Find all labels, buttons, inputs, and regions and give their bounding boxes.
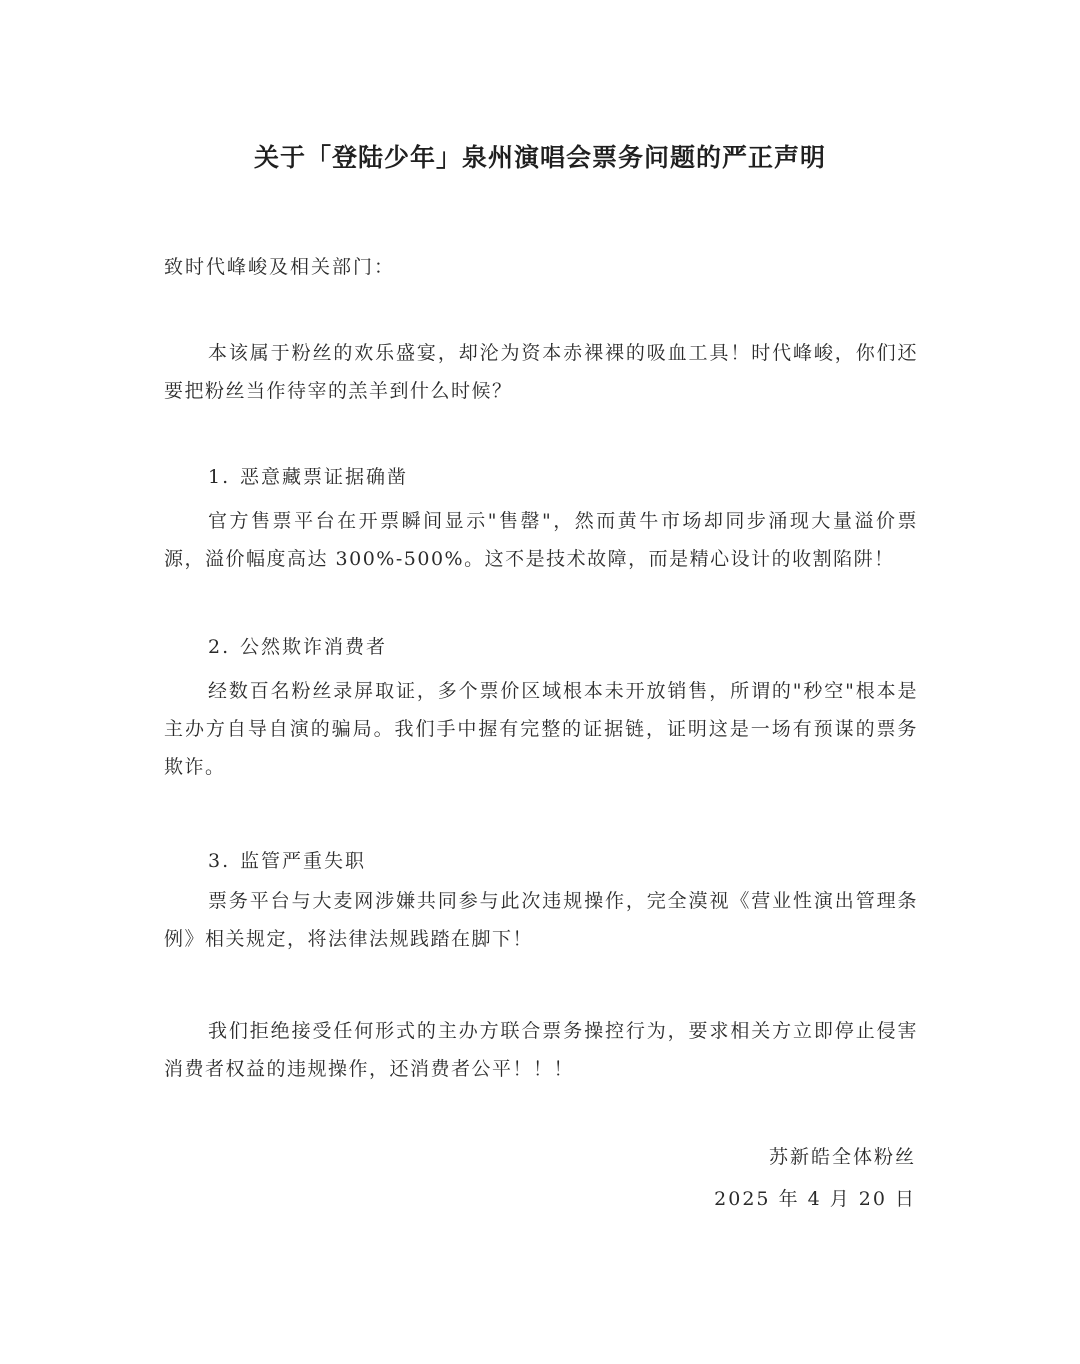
section-1-title: 恶意藏票证据确凿	[240, 466, 409, 488]
intro-paragraph: 本该属于粉丝的欢乐盛宴，却沦为资本赤裸裸的吸血工具！时代峰峻，你们还要把粉丝当作待宰的羔羊到什么时候？	[164, 342, 918, 402]
watermark	[818, 1348, 1064, 1360]
section-3-heading	[208, 846, 366, 873]
section-2-number: 2.	[208, 636, 231, 658]
section-2-heading	[208, 632, 387, 659]
document-title: 关于「登陆少年」泉州演唱会票务问题的严正声明	[253, 143, 826, 172]
section-3-title: 监管严重失职	[240, 850, 367, 872]
section-2-title: 公然欺诈消费者	[240, 636, 388, 658]
salutation: 致时代峰峻及相关部门：	[164, 256, 396, 278]
date: 2025 年 4 月 20 日	[714, 1188, 916, 1210]
section-2-body: 经数百名粉丝录屏取证，多个票价区域根本未开放销售，所谓的"秒空"根本是主办方自导自演的骗局。我们手中握有完整的证据链，证明这是一场有预谋的票务欺诈。	[164, 680, 918, 778]
section-3-number: 3.	[208, 850, 231, 872]
closing-paragraph: 我们拒绝接受任何形式的主办方联合票务操控行为，要求相关方立即停止侵害消费者权益的违规操作，还消费者公平！！！	[164, 1020, 918, 1080]
section-1-body: 官方售票平台在开票瞬间显示"售罄"，然而黄牛市场却同步涌现大量溢价票源，溢价幅度高达 300%-500%。这不是技术故障，而是精心设计的收割陷阱！	[164, 510, 918, 570]
section-3-body: 票务平台与大麦网涉嫌共同参与此次违规操作，完全漠视《营业性演出管理条例》相关规定，将法律法规践踏在脚下！	[164, 890, 918, 950]
section-1-heading	[208, 462, 408, 489]
signature: 苏新皓全体粉丝	[768, 1146, 916, 1168]
section-1-number: 1.	[208, 466, 231, 488]
